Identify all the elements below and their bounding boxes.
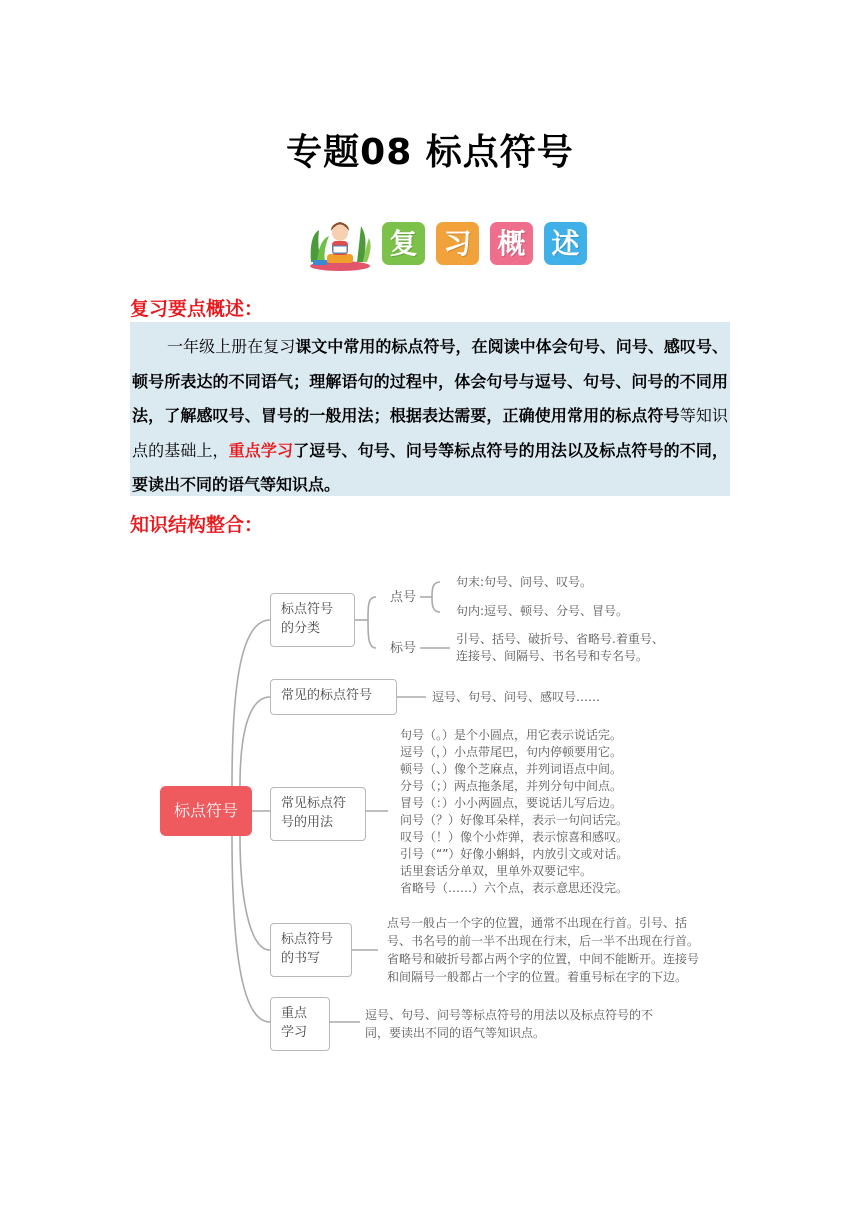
node-label: 标点符号: [281, 932, 334, 947]
branch-common-marks-node: 常见的标点符号: [270, 679, 397, 715]
usage-line: 句号（。）是个小圆点，用它表示说话完。: [400, 728, 623, 742]
usage-line: 话里套话分单双，里单外双要记牢。: [400, 864, 593, 878]
usage-line: 逗号（，）小点带尾巴，句内停顿要用它。: [400, 745, 623, 759]
usage-line: 省略号（……）六个点，表示意思还没完。: [400, 881, 629, 895]
summary-text-plain: 一年级上册在复习: [167, 337, 296, 356]
usage-line: 冒号（：）小小两圆点，要说话儿写后边。: [400, 796, 623, 810]
dianhao-label: 点号: [390, 590, 417, 605]
banner-tile-fu: 复: [382, 222, 425, 265]
key-study-line: 同，要读出不同的语气等知识点。: [365, 1026, 546, 1040]
node-label: 重点: [281, 1006, 308, 1021]
writing-line: 省略号和破折号都占两个字的位置，中间不能断开。连接号: [387, 952, 700, 966]
usage-line: 引号（“”）好像小蝌蚪，内放引文或对话。: [400, 847, 629, 861]
biaohao-label: 标号: [390, 641, 417, 656]
usage-line: 问号（？）好像耳朵样，表示一句问话完。: [400, 813, 629, 827]
node-label: 常见标点符: [281, 796, 347, 811]
biaohao-text-line: 引号、括号、破折号、省略号.着重号、: [456, 632, 664, 646]
branch-writing-node: [270, 923, 352, 977]
usage-line: 分号（；）两点拖条尾，并列分句中间点。: [400, 779, 623, 793]
node-label: 的书写: [281, 951, 321, 966]
review-summary-heading: 复习要点概述：: [130, 298, 264, 320]
biaohao-text-line: 连接号、间隔号、书名号和专名号。: [456, 649, 649, 663]
summary-text-highlight: 重点学习: [228, 440, 294, 460]
page-title: 专题08 标点符号: [286, 132, 574, 173]
writing-line: 点号一般占一个字的位置，通常不出现在行首。引号、括: [387, 916, 688, 930]
branch-classification-node: [270, 593, 355, 647]
summary-text-bold: 了逗号、句号、问号等标点符号的用法以及标点符号的不同，要读出不同的语气等知识点。: [132, 440, 728, 494]
node-label: 学习: [281, 1025, 308, 1040]
branch-usage-node: [270, 787, 366, 841]
node-label: 号的用法: [281, 815, 334, 830]
usage-line: 顿号（、）像个芝麻点，并列词语点中间。: [400, 762, 623, 776]
node-label: 标点符号: [281, 602, 334, 617]
knowledge-structure-heading: 知识结构整合：: [130, 514, 264, 536]
dianhao-sentence-inner-text: 句内:逗号、顿号、分号、冒号。: [456, 604, 629, 618]
banner-tile-xi: 习: [436, 222, 479, 265]
dianhao-sentence-end-text: 句末:句号、问号、叹号。: [456, 575, 593, 589]
summary-text-plain: 等知识点的基础上，: [132, 406, 728, 460]
banner-tile-shu: 述: [544, 222, 587, 265]
mindmap-root-node: 标点符号: [160, 786, 252, 836]
summary-text-bold: 课文中常用的标点符号，在阅读中体会句号、问号、感叹号、顿号所表达的不同语气；理解语句的过程中，体会句号与逗号、句号、问号的不同用法，了解感叹号、冒号的一般用法；根据表达需要，正确使用常用的标点符号: [132, 337, 728, 425]
branch-key-study-node: [270, 997, 330, 1051]
writing-line: 号、书名号的前一半不出现在行末，后一半不出现在行首。: [387, 934, 700, 948]
banner-tile-gai: 概: [490, 222, 533, 265]
node-label: 的分类: [281, 621, 321, 636]
key-study-line: 逗号、句号、问号等标点符号的用法以及标点符号的不: [365, 1008, 654, 1022]
writing-line: 和间隔号一般都占一个字的位置。着重号标在字的下边。: [387, 970, 688, 984]
usage-line: 叹号（！）像个小炸弹，表示惊喜和感叹。: [400, 830, 629, 844]
common-marks-text: 逗号、句号、问号、感叹号……: [432, 690, 601, 704]
